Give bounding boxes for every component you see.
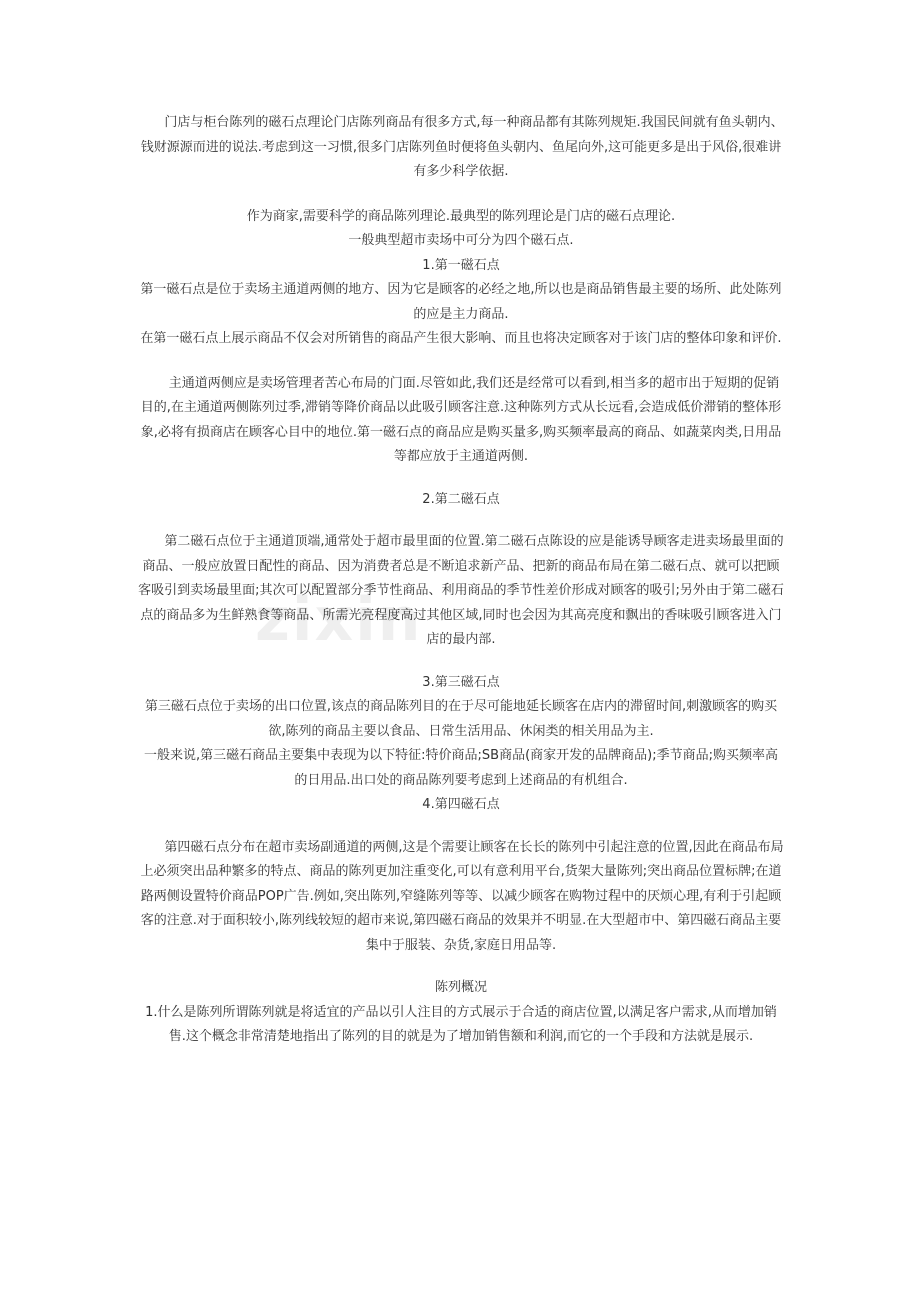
section-heading-2: 2.第二磁石点 [422,491,500,507]
third-point-paragraph-1: 第三磁石点位于卖场的出口位置,该点的商品陈列目的在于尽可能地延长顾客在店内的滞留时间,刺激顾客的购买欲,陈列的商品主要以食品、日常生活用品、休闲类的相关用品为主. [144,699,778,739]
second-point-paragraph: 第二磁石点位于主通道顶端,通常处于超市最里面的位置.第二磁石点陈设的应是能诱导顾客走进卖场最里面的商品、一般应放置日配性的商品、因为消费者总是不断追求新产品、把新的商品布局在第二磁石点、就可以把顾客吸引到卖场最里面;其次可以配置部分季节性商品、利用商品的季节性差价形成对顾客的吸引;另外由于第二磁石点的商品多为生鲜熟食等商品、所需光亮程度高过其他区域,同时也会因为其高亮度和飘出的香味吸引顾客进入门店的最内部. [138,534,784,647]
display-definition-paragraph: 1.什么是陈列所谓陈列就是将适宜的产品以引人注目的方式展示于合适的商店位置,以满足客户需求,从而增加销售.这个概念非常清楚地指出了陈列的目的就是为了增加销售额和利润,而它的一个手段和方法就是展示. [145,1004,777,1044]
fourth-point-paragraph: 第四磁石点分布在超市卖场副通道的两侧,这是个需要让顾客在长长的陈列中引起注意的位置,因此在商品布局上必须突出品种繁多的特点、商品的陈列更加注重变化,可以有意利用平台,货架大量陈列;突出商品位置标牌;在道路两侧设置特价商品POP广告.例如,突出陈列,窄缝陈列等等、以减少顾客在购物过程中的厌烦心理,有利于引起顾客的注意.对于面积较小,陈列线较短的超市来说,第四磁石商品的效果并不明显.在大型超市中、第四磁石商品主要集中于服装、杂货,家庭日用品等. [140,839,784,953]
section-heading-4: 4.第四磁石点 [422,797,500,812]
four-points-paragraph: 一般典型超市卖场中可分为四个磁石点. [348,233,574,248]
theory-paragraph: 作为商家,需要科学的商品陈列理论.最典型的陈列理论是门店的磁石点理论. [246,208,676,224]
intro-paragraph: 门店与柜台陈列的磁石点理论门店陈列商品有很多方式,每一种商品都有其陈列规矩.我国民间就有鱼头朝内、钱财源源而进的说法.考虑到这一习惯,很多门店陈列鱼时便将鱼头朝内、鱼尾向外,这可能更多是出于风俗,很难讲有多少科学依据. [140,115,784,179]
first-point-paragraph-1: 第一磁石点是位于卖场主通道两侧的地方、因为它是顾客的必经之地,所以也是商品销售最主要的场所、此处陈列的应是主力商品. [140,282,782,322]
section-heading-1: 1.第一磁石点 [422,257,500,273]
first-point-paragraph-2: 在第一磁石点上展示商品不仅会对所销售的商品产生很大影响、而且也将决定顾客对于该门店的整体印象和评价. [140,331,782,346]
document-body [138,111,784,1050]
watermark: zixin [255,585,423,655]
third-point-paragraph-2: 一般来说,第三磁石商品主要集中表现为以下特征:特价商品;SB商品(商家开发的品牌商品);季节商品;购买频率高的日用品.出口处的商品陈列要考虑到上述商品的有机组合. [144,748,778,788]
section-heading-display-overview: 陈列概况 [434,980,487,995]
first-point-paragraph-3: 主通道两侧应是卖场管理者苦心布局的门面.尽管如此,我们还是经常可以看到,相当多的超市出于短期的促销目的,在主通道两侧陈列过季,滞销等降价商品以此吸引顾客注意.这种陈列方式从长远看,会造成低价滞销的整体形象,必将有损商店在顾客心目中的地位.第一磁石点的商品应是购买量多,购买频率最高的商品、如蔬菜肉类,日用品等都应放于主通道两侧. [140,375,782,464]
section-heading-3: 3.第三磁石点 [422,674,500,690]
